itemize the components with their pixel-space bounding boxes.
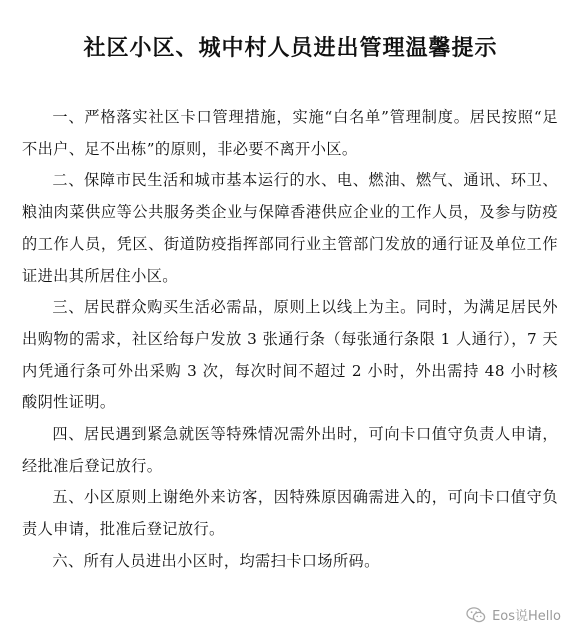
notice-body (22, 102, 558, 578)
paragraph-6: 六、所有人员进出小区时，均需扫卡口场所码。 (52, 551, 380, 570)
paragraph-3: 三、居民群众购买生活必需品，原则上以线上为主。同时，为满足居民外出购物的需求，社区给每户发放 3 张通行条（每张通行条限 1 人通行），7 天内凭通行条可外出采购 3 次，每次时间不超过 2 小时，外出需持 48 小时核酸阴性证明。 (22, 298, 558, 412)
paragraph-4: 四、居民遇到紧急就医等特殊情况需外出时，可向卡口值守负责人申请，经批准后登记放行。 (22, 425, 558, 475)
wechat-icon (466, 607, 486, 623)
document-title: 社区小区、城中村人员进出管理温馨提示 (83, 36, 498, 61)
paragraph-1: 一、严格落实社区卡口管理措施，实施“白名单”管理制度。居民按照“足不出户、足不出栋”的原则，非必要不离开小区。 (22, 108, 558, 158)
paragraph-5: 五、小区原则上谢绝外来访客，因特殊原因确需进入的，可向卡口值守负责人申请，批准后登记放行。 (22, 488, 558, 539)
paragraph-2: 二、保障市民生活和城市基本运行的水、电、燃油、燃气、通讯、环卫、粮油肉菜供应等公共服务类企业与保障香港供应企业的工作人员，及参与防疫的工作人员，凭区、街道防疫指挥部同行业主管部门发放的通行证及单位工作证进出其所居住小区。 (22, 171, 558, 285)
watermark-text: Eos说Hello (492, 609, 561, 624)
watermark (466, 605, 561, 624)
